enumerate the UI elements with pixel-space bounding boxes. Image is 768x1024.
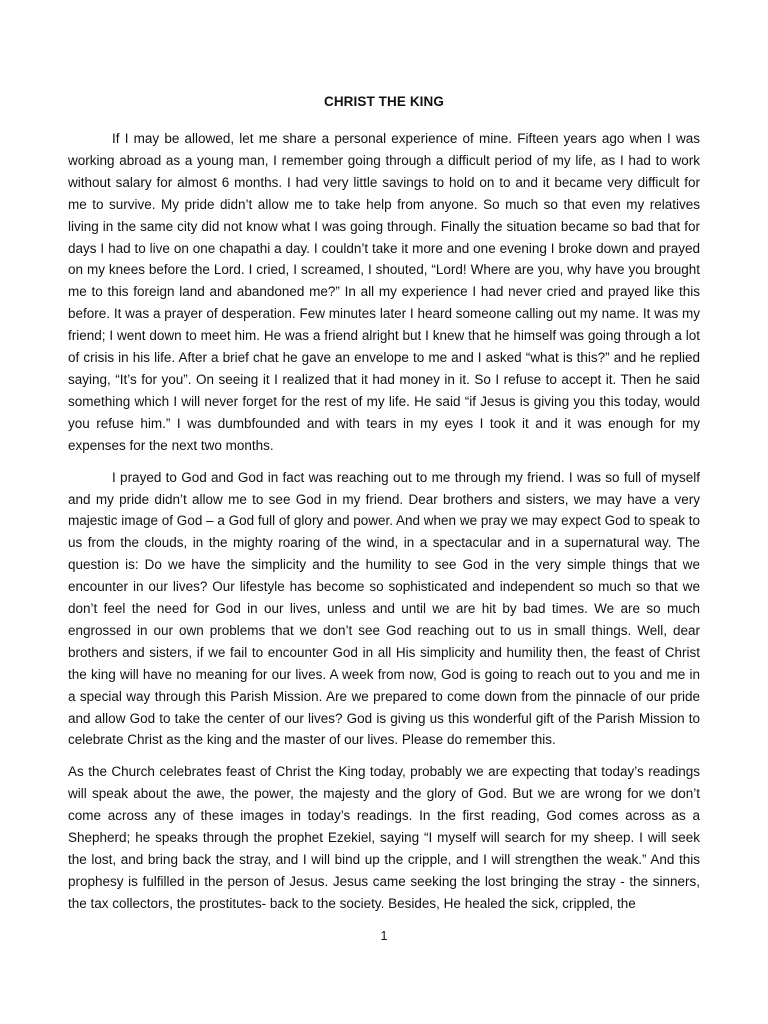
paragraph-2: I prayed to God and God in fact was reaching out to me through my friend. I was so full of myself and my pride didn’t allow me to see God in my friend. Dear brothers and sisters, we may have a very majestic image of God – a God full of glory and power. And when we pray we may expect God to speak to us from the clouds, in the mighty roaring of the wind, in a spectacular and in a supernatural way. The question is: Do we have the simplicity and the humility to see God in the very simple things that we encounter in our lives? Our lifestyle has become so sophisticated and independent so much so that we don’t feel the need for God in our lives, unless and until we are hit by bad times. We are so much engrossed in our own problems that we don’t see God reaching out to us in small things. Well, dear brothers and sisters, if we fail to encounter God in all His simplicity and humility then, the feast of Christ the king will have no meaning for our lives. A week from now, God is going to reach out to you and me in a special way through this Parish Mission. Are we prepared to come down from the pinnacle of our pride and allow God to take the center of our lives? God is giving us this wonderful gift of the Parish Mission to celebrate Christ as the king and the master of our lives. Please do remember this. [68,469,700,748]
page-number: 1 [380,929,388,943]
document-body [68,128,700,925]
document-title: CHRIST THE KING [323,94,444,109]
paragraph-1: If I may be allowed, let me share a personal experience of mine. Fifteen years ago when I was working abroad as a young man, I remember going through a difficult period of my life, as I had to work without salary for almost 6 months. I had very little savings to hold on to and it became very difficult for me to survive. My pride didn’t allow me to take help from anyone. So much so that even my relatives living in the same city did not know what I was going through. Finally the situation became so bad that for days I had to live on one chapathi a day. I couldn’t take it more and one evening I broke down and prayed on my knees before the Lord. I cried, I screamed, I shouted, “Lord! Where are you, why have you brought me to this foreign land and abandoned me?” In all my experience I had never cried and prayed like this before. It was a prayer of desperation. Few minutes later I heard someone calling out my name. It was my friend; I went down to meet him. He was a friend alright but I knew that he himself was going through a lot of crisis in his life. After a brief chat he gave an envelope to me and I asked “what is this?” and he replied saying, “It’s for you”. On seeing it I realized that it had money in it. So I refuse to accept it. Then he said something which I will never forget for the rest of my life. He said “if Jesus is giving you this today, would you refuse him.” I was dumbfounded and with tears in my eyes I took it and it was enough for my expenses for the next two months. [68,131,700,453]
paragraph-3: As the Church celebrates feast of Christ the King today, probably we are expecting that today’s readings will speak about the awe, the power, the majesty and the glory of God. But we are wrong for we don’t come across any of these images in today’s readings. In the first reading, God comes across as a Shepherd; he speaks through the prophet Ezekiel, saying “I myself will search for my sheep. I will seek the lost, and bring back the stray, and I will bind up the cripple, and I will strengthen the weak.” And this prophesy is fulfilled in the person of Jesus. Jesus came seeking the lost bringing the stray - the sinners, the tax collectors, the prostitutes- back to the society. Besides, He healed the sick, crippled, the [68,764,700,911]
